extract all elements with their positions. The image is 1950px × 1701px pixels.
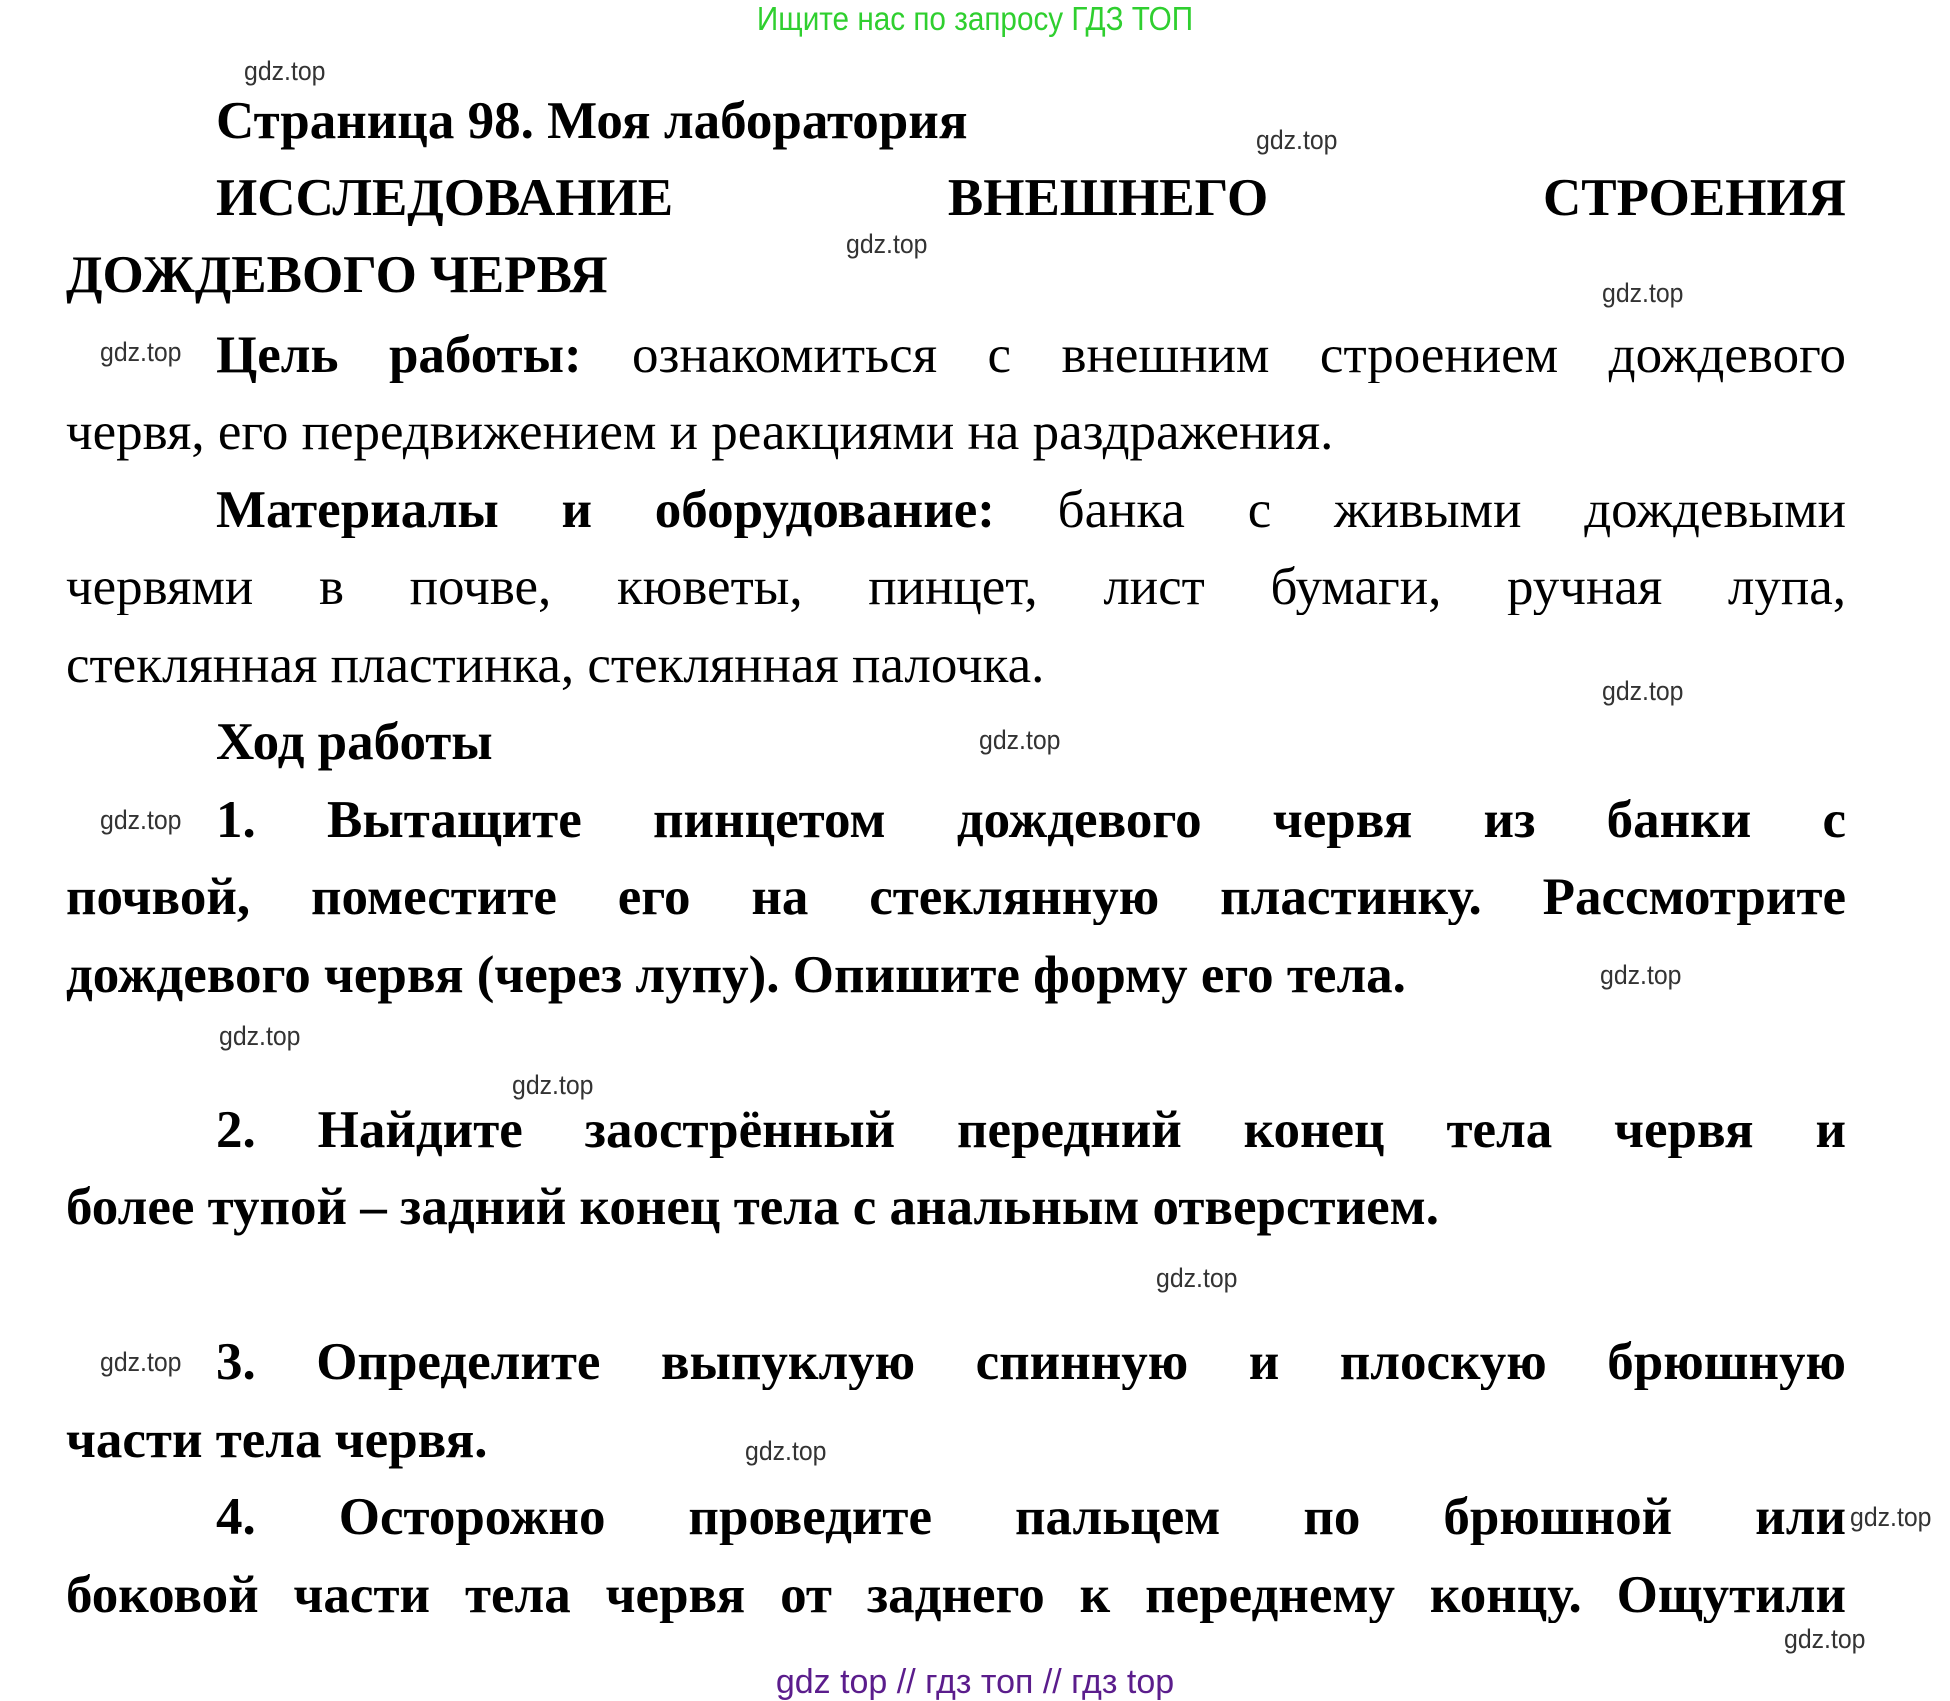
footer-links[interactable]: gdz top // гдз топ // гдз top [775, 1663, 1175, 1701]
watermark: gdz.top [1602, 278, 1684, 308]
watermark: gdz.top [100, 1347, 182, 1377]
text-span: банка с живыми дождевыми [994, 482, 1846, 538]
text-line [216, 327, 1846, 383]
text-span: почвой, поместите его на стеклянную пластинку. Рассмотрите [66, 869, 1846, 925]
text-span: части тела червя. [66, 1411, 488, 1469]
text-line [66, 947, 1406, 1003]
watermark: gdz.top [979, 725, 1061, 755]
text-span: ДОЖДЕВОГО ЧЕРВЯ [66, 246, 608, 304]
text-line [216, 1334, 1846, 1390]
text-line [66, 404, 1333, 460]
text-span: ИССЛЕДОВАНИЕ ВНЕШНЕГО СТРОЕНИЯ [216, 170, 1846, 226]
text-line [66, 869, 1846, 925]
watermark: gdz.top [244, 56, 326, 86]
text-span: 1. Вытащите пинцетом дождевого червя из банки с [216, 792, 1846, 848]
watermark: gdz.top [1850, 1502, 1932, 1532]
text-span: дождевого червя (через лупу). Опишите форму его тела. [66, 946, 1406, 1004]
text-span: Ход работы [216, 713, 493, 771]
text-span: 4. Осторожно проведите пальцем по брюшной или [216, 1489, 1846, 1545]
text-line [66, 1179, 1439, 1235]
text-span: стеклянная пластинка, стеклянная палочка. [66, 636, 1045, 694]
watermark: gdz.top [1600, 960, 1682, 990]
watermark: gdz.top [100, 337, 182, 367]
watermark: gdz.top [1602, 676, 1684, 706]
heading-line [66, 247, 608, 303]
text-span: ознакомиться с внешним строением дождевого [581, 327, 1846, 383]
watermark: gdz.top [1784, 1624, 1866, 1654]
watermark: gdz.top [512, 1070, 594, 1100]
text-span: Материалы и оборудование: [216, 482, 995, 538]
text-line [216, 792, 1846, 848]
text-line [66, 559, 1846, 615]
watermark: gdz.top [846, 229, 928, 259]
heading-line [216, 170, 1846, 226]
text-span: червя, его передвижением и реакциями на раздражения. [66, 403, 1334, 461]
text-span: более тупой – задний конец тела с анальным отверстием. [66, 1178, 1439, 1236]
text-span: боковой части тела червя от заднего к переднему концу. Ощутили [66, 1567, 1846, 1623]
text-span: 3. Определите выпуклую спинную и плоскую брюшную [216, 1334, 1846, 1390]
text-span: червями в почве, кюветы, пинцет, лист бумаги, ручная лупа, [66, 559, 1846, 615]
text-line [66, 1567, 1846, 1623]
heading-line [216, 93, 968, 149]
search-banner: Ищите нас по запросу ГДЗ ТОП [756, 0, 1194, 37]
text-span: Страница 98. Моя лаборатория [216, 92, 968, 150]
watermark: gdz.top [745, 1436, 827, 1466]
text-line [216, 714, 493, 770]
text-span: 2. Найдите заострённый передний конец тела червя и [216, 1102, 1846, 1158]
text-span: Цель работы: [216, 327, 582, 383]
text-line [216, 1102, 1846, 1158]
watermark: gdz.top [219, 1021, 301, 1051]
text-line [66, 637, 1044, 693]
watermark: gdz.top [1256, 125, 1338, 155]
watermark: gdz.top [1156, 1263, 1238, 1293]
text-line [66, 1412, 488, 1468]
text-line [216, 1489, 1846, 1545]
text-line [216, 482, 1846, 538]
watermark: gdz.top [100, 805, 182, 835]
